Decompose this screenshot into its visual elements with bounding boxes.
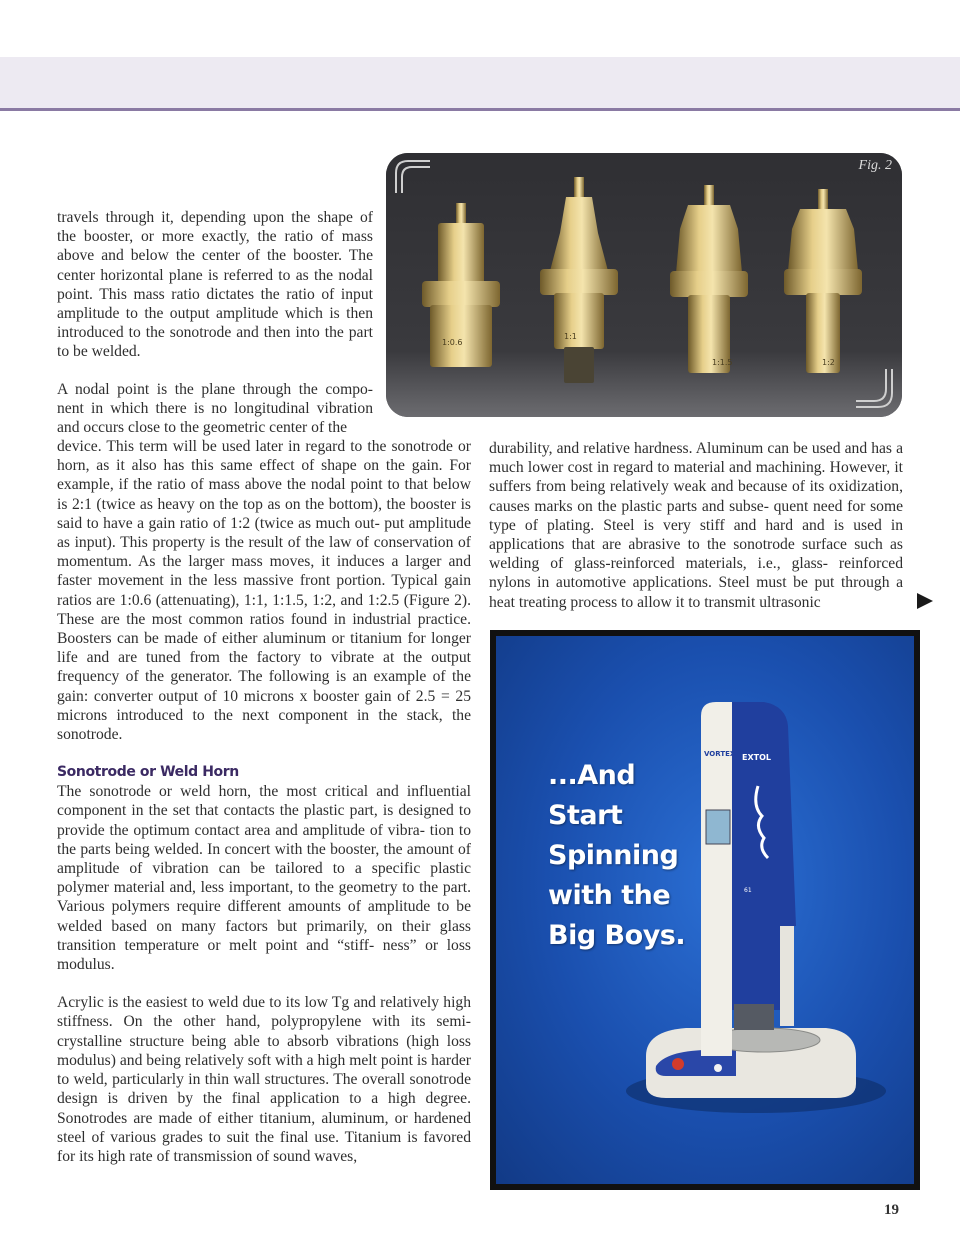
para-nodal-point: A nodal point is the plane through the compo- nent in which there is no longitudinal vibration and occurs close to the geometric center of the (57, 381, 373, 437)
para-booster-ratio: travels through it, depending upon the shape of the booster, or more exactly, the ratio of mass above and below the center of the booster. The center horizontal plane is referred to as the nodal point. This mass ratio dictates the ratio of input amplitude to the output amplitude which is then introduced to the sonotrode and then into the part to be welded. (57, 209, 373, 361)
header-band (0, 57, 960, 111)
continue-arrow-icon (917, 593, 933, 609)
right-column (489, 439, 903, 612)
wrap-text-column (57, 208, 373, 362)
figure-label: Fig. 2 (858, 158, 892, 173)
figure-2 (386, 153, 902, 417)
ad-line-1: ...And (548, 760, 636, 791)
ad-line-4: with the (548, 880, 671, 911)
para-materials: durability, and relative hardness. Aluminum can be used and has a much lower cost in regard to material and machining. However, it suffers from being relatively weak and because of its oxidization, causes marks on the plastic parts and subse- quent need for some type of plating. Steel is very stiff and hard and is used in applications that are abrasive to the sonotrode surface such as welding of glass-reinforced materials, i.e., glass- reinforced nylons in automotive applications. Steel must be put through a heat treating process to allow it to transmit ultrasonic (489, 440, 903, 611)
para-nodal-cont: device. This term will be used later in regard to the sonotrode or horn, as it also has this same effect of shape on the gain. For example, if the ratio of mass above the nodal point to that below is 2:1 (twice as heavy on the top as on the bottom), the booster is said to have a gain ratio of 1:2 (twice as much out- put amplitude as input). This property is the result of the law of conservation of momentum. As the larger mass moves, it induces a larger and faster movement in the less massive front portion. Typical gain ratios are 1:0.6 (attenuating), 1:1, 1:1.5, 1:2, and 1:2.5 (Figure 2). These are the most common ratios found in industrial practice. Boosters can be made of either aluminum or titanium for longer life and are tuned from the factory to vibrate at the output frequency of the generator. The following is an example of the gain: converter output of 10 microns x booster gain of 2.5 = 25 microns introduced to the next component in the stack, the sonotrode. (57, 438, 471, 744)
left-column (57, 437, 471, 1166)
booster-mark-2: 1:1 (564, 332, 577, 341)
page-number: 19 (884, 1202, 899, 1218)
section-heading: Sonotrode or Weld Horn (57, 764, 239, 781)
boosters-photo (386, 153, 902, 417)
advertisement (490, 630, 920, 1190)
booster-mark-3: 1:1.5 (712, 358, 733, 367)
ad-panel (496, 636, 914, 1184)
ad-line-2: Start (548, 800, 623, 831)
ad-line-3: Spinning (548, 840, 679, 871)
machine-model: 61 (744, 887, 752, 894)
booster-mark-1: 1:0.6 (442, 338, 463, 347)
machine-brand: VORTEX (704, 750, 736, 758)
wrap-text-column-2 (57, 380, 373, 438)
ad-line-5: Big Boys. (548, 920, 686, 951)
para-acrylic: Acrylic is the easiest to weld due to its low Tg and relatively high stiffness. On the other hand, polypropylene with its semi- crystalline structure being able to absorb vibrations (high loss modulus) and being relatively soft with a high melt point is harder to weld, particularly in thin wall structures. The overall sonotrode design is driven by the final application to a high degree. Sonotrodes are made of either titanium, aluminum, or hardened steel of various grades to suit the final use. Titanium is favored for its high rate of transmission of sound waves, (57, 994, 471, 1165)
booster-mark-4: 1:2 (822, 358, 835, 367)
machine-logo: EXTOL (742, 753, 771, 762)
welder-machine-illustration (496, 636, 914, 1184)
para-horn: The sonotrode or weld horn, the most critical and influential component in the set that contacts the plastic part, is designed to provide the optimum contact area and amplitude of vibra- tion to the parts being welded. In concert with the booster, the amount of amplitude of vibration can be tailored to a specific plastic polymer material and, less important, to the geometry to the part. Various polymers require different amounts of amplitude to be welded based on many factors but primarily, on their glass transition temperature or melt point and “stiff- ness” or loss modulus. (57, 783, 471, 974)
